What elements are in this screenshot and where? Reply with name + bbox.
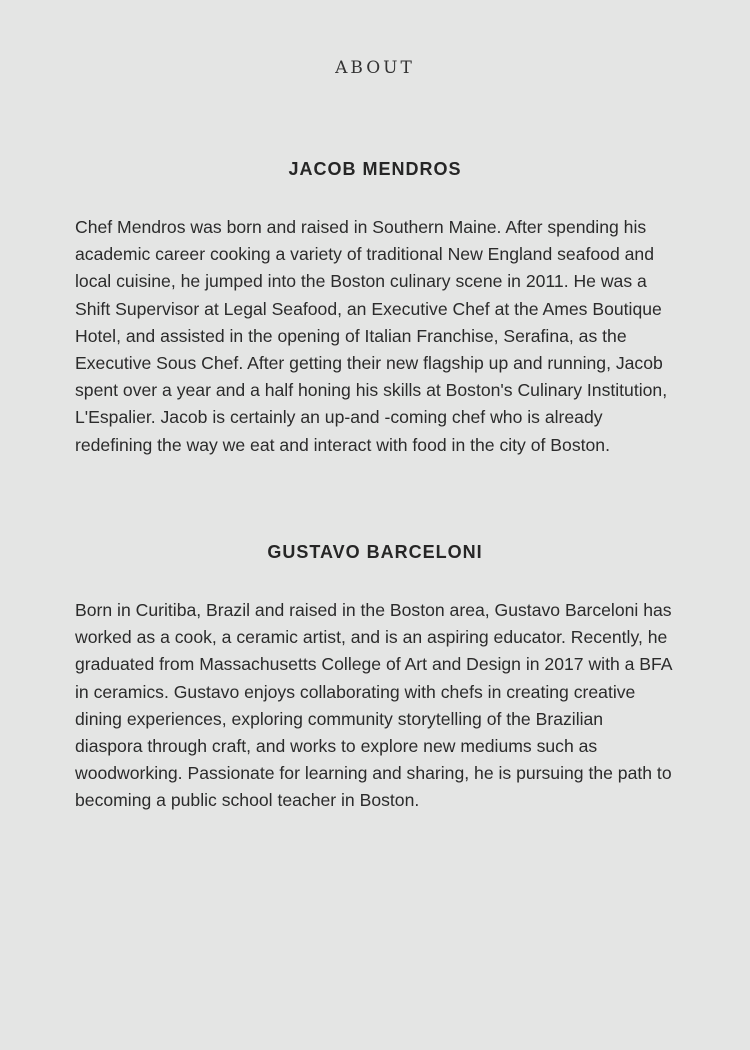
bio-section-gustavo-barceloni bbox=[75, 542, 675, 815]
bio-text: Chef Mendros was born and raised in Southern Maine. After spending his academic career cooking a variety of traditional New England seafood and local cuisine, he jumped into the Boston culinary scene in 2011. He was a Shift Supervisor at Legal Seafood, an Executive Chef at the Ames Boutique Hotel, and assisted in the opening of Italian Franchise, Serafina, as the Executive Sous Chef. After getting their new flagship up and running, Jacob spent over a year and a half honing his skills at Boston's Culinary Institution, L'Espalier. Jacob is certainly an up-and -coming chef who is already redefining the way we eat and interact with food in the city of Boston. bbox=[75, 217, 668, 455]
bio-name: GUSTAVO BARCELONI bbox=[267, 542, 483, 562]
bio-section-jacob-mendros bbox=[75, 159, 675, 459]
page-title: ABOUT bbox=[335, 58, 415, 78]
bio-text: Born in Curitiba, Brazil and raised in the Boston area, Gustavo Barceloni has worked as a cook, a ceramic artist, and is an aspiring educator. Recently, he graduated from Massachusetts College of Art and Design in 2017 with a BFA in ceramics. Gustavo enjoys collaborating with chefs in creating creative dining experiences, exploring community storytelling of the Brazilian diaspora through craft, and works to explore new mediums such as woodworking. Passionate for learning and sharing, he is pursuing the path to becoming a public school teacher in Boston. bbox=[75, 600, 672, 811]
bio-name: JACOB MENDROS bbox=[288, 159, 462, 179]
